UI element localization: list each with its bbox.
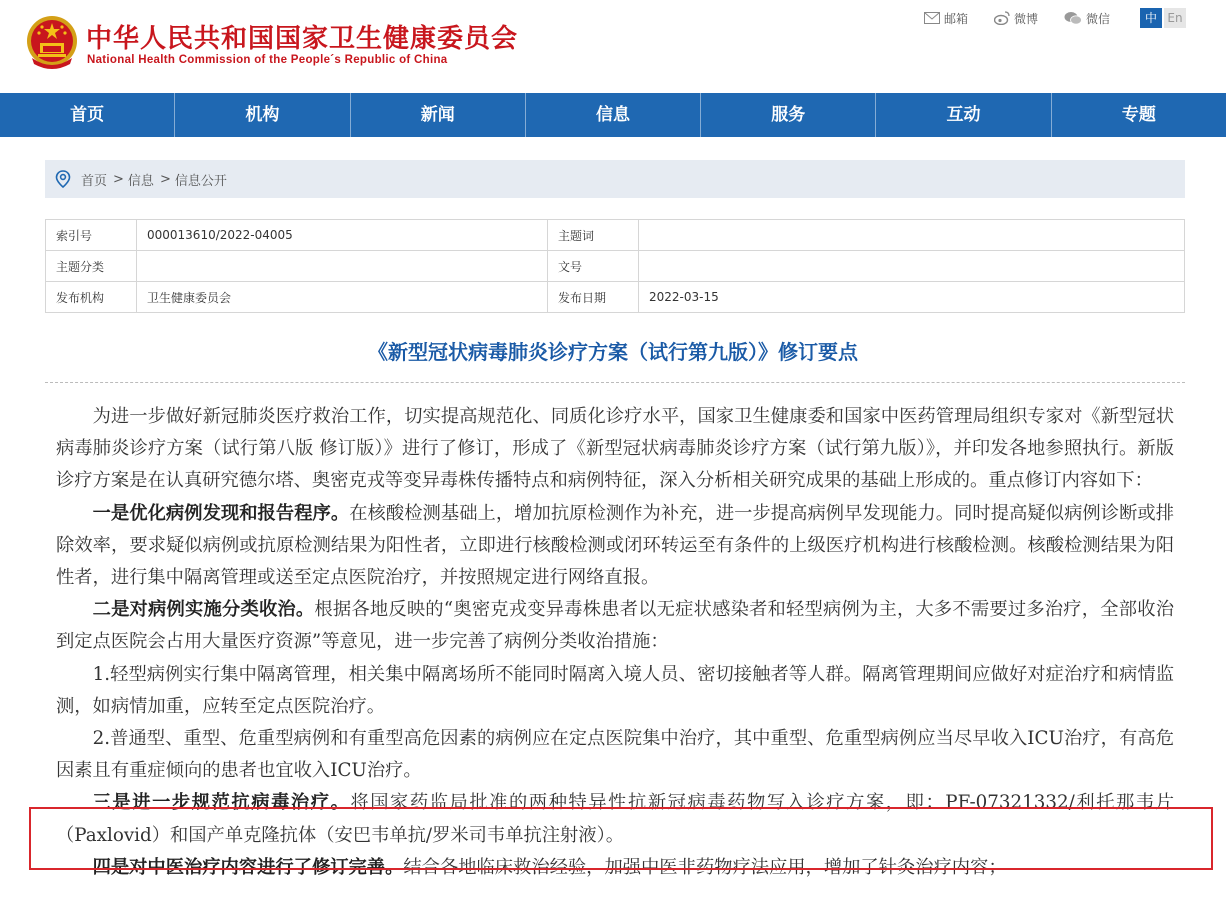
paragraph-heading: 一是优化病例发现和报告程序。 [92, 502, 350, 524]
nav-item-home[interactable]: 首页 [0, 93, 175, 137]
breadcrumb-information[interactable]: 信息 [127, 173, 154, 189]
nav-item-news[interactable]: 新闻 [351, 93, 526, 137]
breadcrumb-separator: > [159, 171, 171, 187]
article-paragraph: 1.轻型病例实行集中隔离管理，相关集中隔离场所不能同时隔离入境人员、密切接触者等人群。隔离管理期间应做好对症治疗和病情监测，如病情加重，应转至定点医院治疗。 [56, 663, 1174, 717]
wechat-icon [1064, 11, 1082, 25]
nav-item-information[interactable]: 信息 [526, 93, 701, 137]
paragraph-heading: 四是对中医治疗内容进行了修订完善。 [92, 856, 404, 878]
publisher-label: 发布机构 [46, 282, 137, 313]
table-row [46, 251, 1185, 282]
nav-item-topics[interactable]: 专题 [1121, 105, 1156, 125]
table-row [46, 220, 1185, 251]
main-nav [0, 93, 1226, 137]
docno-value [639, 251, 1185, 282]
mail-icon [924, 12, 940, 24]
date-label: 发布日期 [548, 282, 639, 313]
site-title: 中华人民共和国国家卫生健康委员会 [86, 24, 519, 54]
article-title: 《新型冠状病毒肺炎诊疗方案（试行第九版）》修订要点 [368, 340, 858, 364]
index-label: 索引号 [46, 220, 137, 251]
weibo-link-label: 微博 [1013, 11, 1038, 26]
paragraph-text: 将国家药监局批准的两种特异性抗新冠病毒药物写入诊疗方案，即：PF-07321332/利托那韦片（Paxlovid）和国产单克隆抗体（安巴韦单抗/罗米司韦单抗注射液）。 [56, 792, 1174, 846]
site-header [0, 0, 1226, 93]
national-emblem-icon[interactable] [24, 14, 80, 72]
breadcrumb-home[interactable]: 首页 [81, 173, 108, 189]
article-paragraph [56, 594, 1174, 658]
breadcrumb-disclosure[interactable]: 信息公开 [174, 173, 227, 189]
docno-label: 文号 [548, 251, 639, 282]
date-value: 2022-03-15 [639, 282, 1185, 313]
breadcrumb [45, 160, 1185, 198]
category-label: 主题分类 [46, 251, 137, 282]
document-info-table [45, 219, 1185, 313]
paragraph-heading: 三是进一步规范抗病毒治疗。 [92, 792, 351, 814]
wechat-link[interactable] [1064, 10, 1110, 27]
weibo-link[interactable] [994, 10, 1038, 27]
keyword-value [639, 220, 1185, 251]
location-pin-icon [55, 170, 71, 188]
paragraph-text: 根据各地反映的“奥密克戎变异毒株患者以无症状感染者和轻型病例为主，大多不需要过多治疗，全部收治到定点医院会占用大量医疗资源”等意见，进一步完善了病例分类收治措施： [56, 599, 1174, 653]
article-intro: 为进一步做好新冠肺炎医疗救治工作，切实提高规范化、同质化诊疗水平，国家卫生健康委和国家中医药管理局组织专家对《新型冠状病毒肺炎诊疗方案（试行第八版 修订版）》进行了修订，形成了《新型冠状病毒肺炎诊疗方案（试行第九版）》，并印发各地参照执行。新版诊疗方案是在认真研究德尔塔、奥密克戎等变异毒株传播特点和病例特征，深入分析相关研究成果的基础上形成的。重点修订内容如下： [56, 406, 1174, 492]
highlight-box [29, 807, 1213, 870]
table-row [46, 282, 1185, 313]
publisher-value: 卫生健康委员会 [137, 282, 548, 313]
language-switch [1140, 8, 1186, 28]
paragraph-heading: 二是对病例实施分类收治。 [92, 599, 315, 621]
article-paragraph [56, 498, 1174, 595]
lang-en-button[interactable]: En [1164, 8, 1186, 28]
nav-item-interaction[interactable]: 互动 [876, 93, 1051, 137]
divider [45, 382, 1185, 383]
mail-link[interactable] [924, 10, 968, 27]
site-subtitle: National Health Commission of the People´s Republic of China [87, 54, 448, 66]
index-value: 000013610/2022-04005 [137, 220, 548, 251]
weibo-icon [994, 11, 1010, 25]
mail-link-label: 邮箱 [943, 11, 968, 26]
nav-item-services[interactable]: 服务 [701, 93, 876, 137]
category-value [137, 251, 548, 282]
lang-zh-button[interactable]: 中 [1140, 8, 1162, 28]
keyword-label: 主题词 [548, 220, 639, 251]
paragraph-text: 结合各地临床救治经验，加强中医非药物疗法应用，增加了针灸治疗内容； [403, 856, 1007, 878]
top-links [898, 8, 1186, 28]
breadcrumb-separator: > [113, 171, 124, 187]
article-paragraph: 2.普通型、重型、危重型病例和有重型高危因素的病例应在定点医院集中治疗，其中重型、危重型病例应当尽早收入ICU治疗，有高危因素且有重症倾向的患者也宜收入ICU治疗。 [56, 728, 1174, 782]
nav-item-institutions[interactable]: 机构 [175, 93, 350, 137]
wechat-link-label: 微信 [1085, 11, 1110, 26]
paragraph-text: 在核酸检测基础上，增加抗原检测作为补充，进一步提高病例早发现能力。同时提高疑似病例诊断或排除效率，要求疑似病例或抗原检测结果为阳性者，立即进行核酸检测或闭环转运至有条件的上级医疗机构进行核酸检测。核酸检测结果为阳性者，进行集中隔离管理或送至定点医院治疗，并按照规定进行网络直报。 [56, 502, 1175, 589]
